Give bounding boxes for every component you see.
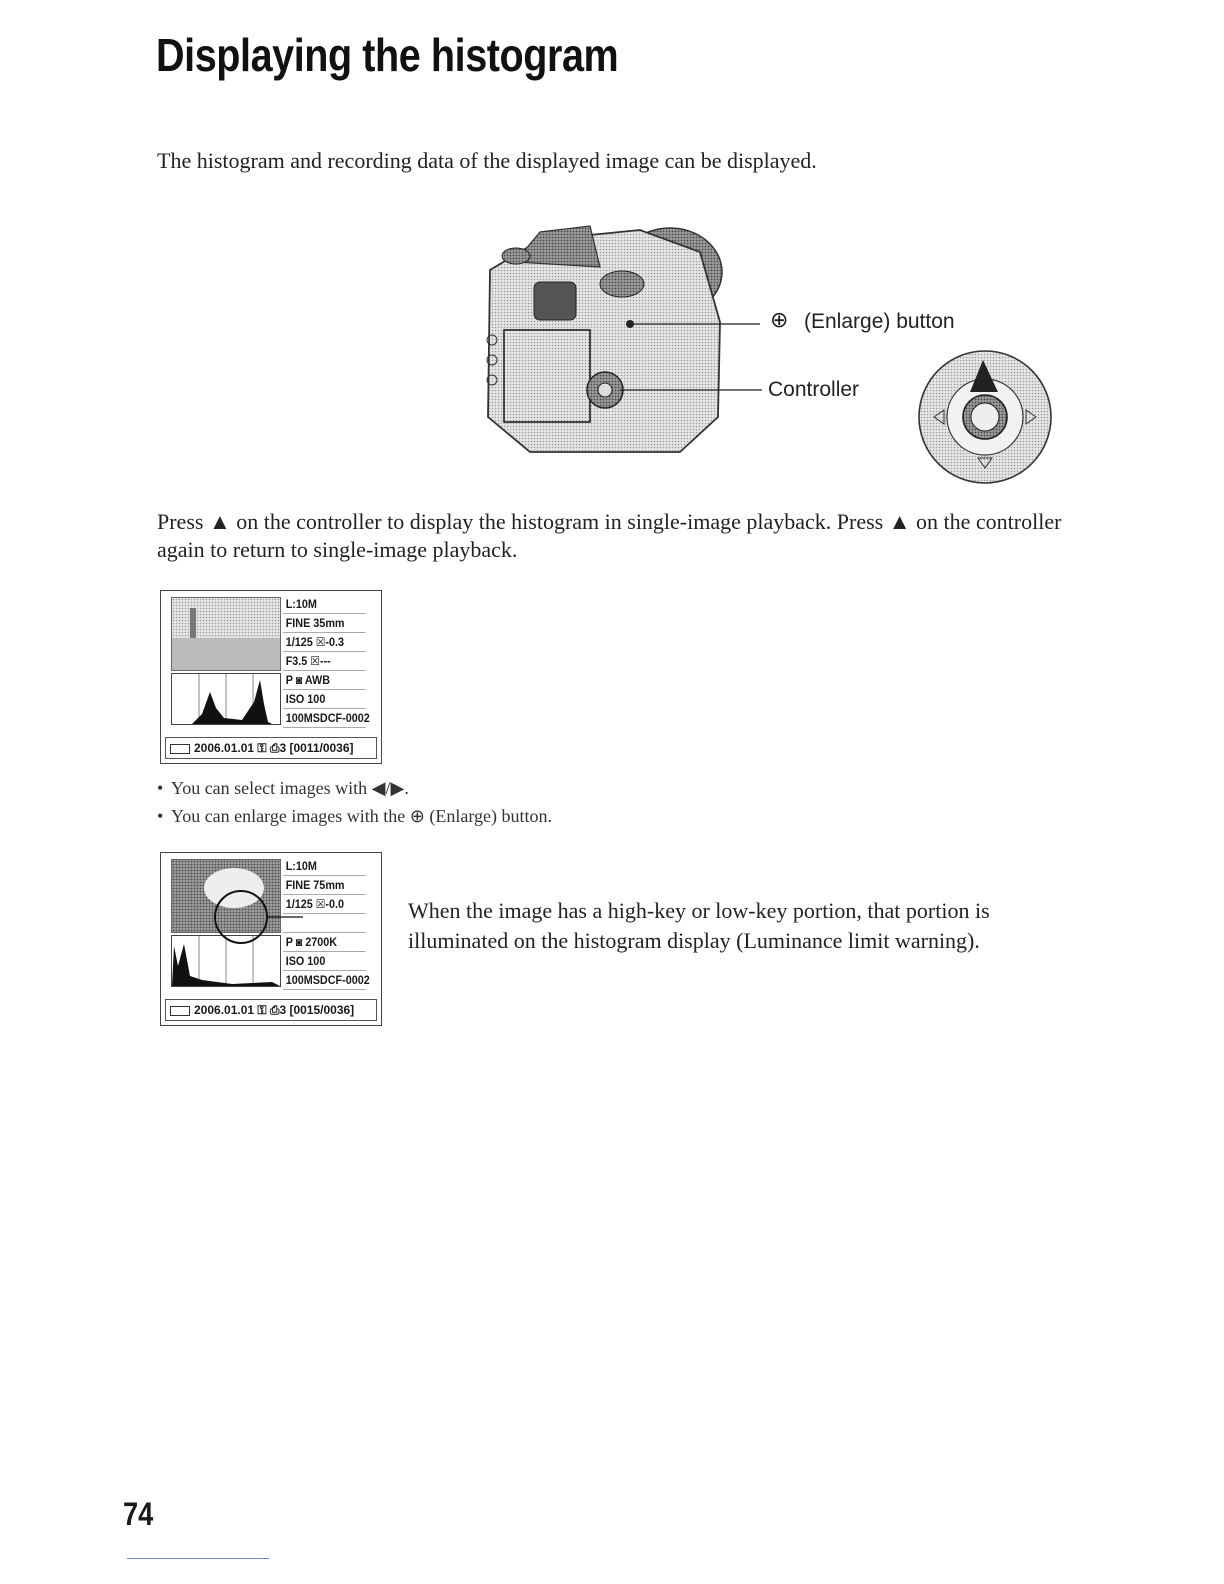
info-row: L:10M <box>283 595 366 614</box>
status-text: 2006.01.01 ⚿ ⎙3 [0011/0036] <box>194 741 354 755</box>
playback-photo <box>171 597 281 671</box>
info-row: 1/125 ☒-0.3 <box>283 633 366 652</box>
info-row: P ◙ AWB <box>283 671 366 690</box>
footer-divider <box>127 1558 269 1559</box>
tips-list <box>157 774 552 830</box>
enlarge-icon: ⊕ <box>409 806 425 827</box>
battery-icon <box>170 744 190 754</box>
info-row: 100MSDCF-0002 <box>283 971 366 990</box>
info-row: 1/125 ☒-0.0 <box>283 895 366 914</box>
list-item: • You can enlarge images with the ⊕ (Enlarge) button. <box>157 806 553 827</box>
status-bar <box>165 737 377 759</box>
list-item-text: You can select images with ◀/▶. <box>171 778 409 798</box>
histogram-screen-2 <box>160 852 382 1026</box>
list-item-text: You can enlarge images with the <box>171 806 406 826</box>
info-row: FINE 75mm <box>283 876 366 895</box>
list-item: • You can select images with ◀/▶. <box>157 778 409 798</box>
instruction-text: Press ▲ on the controller to display the histogram in single-image playback. Press ▲ on the controller again to return to single-image playback. <box>157 509 1062 562</box>
recording-info <box>283 595 375 728</box>
info-row: FINE 35mm <box>283 614 366 633</box>
info-row: F3.5 ☒--- <box>283 652 366 671</box>
status-text: 2006.01.01 ⚿ ⎙3 [0015/0036] <box>194 1003 355 1017</box>
info-row: L:10M <box>283 857 366 876</box>
status-bar <box>165 999 377 1021</box>
info-row: ISO 100 <box>283 690 366 709</box>
histogram-screen-1 <box>160 590 382 764</box>
info-row: ISO 100 <box>283 952 366 971</box>
page-title: Displaying the histogram <box>156 29 619 81</box>
camera-illustration <box>470 212 1070 502</box>
camera-figure <box>470 212 1070 502</box>
list-item-text: (Enlarge) button. <box>429 806 553 826</box>
info-row: P ◙ 2700K <box>283 933 366 952</box>
histogram-graph <box>171 673 281 725</box>
controller-label: Controller <box>768 378 860 401</box>
battery-icon <box>170 1006 190 1016</box>
page-number: 74 <box>123 1496 154 1532</box>
enlarge-button-label: (Enlarge) button <box>804 310 955 333</box>
intro-text: The histogram and recording data of the displayed image can be displayed. <box>157 148 817 173</box>
recording-info <box>283 857 375 990</box>
info-row: 100MSDCF-0002 <box>283 709 366 728</box>
enlarge-icon: ⊕ <box>770 308 789 333</box>
luminance-note: When the image has a high-key or low-key portion, that portion is illuminated on the histogram display (Luminance limit warning). <box>408 898 990 953</box>
info-row <box>283 914 366 933</box>
